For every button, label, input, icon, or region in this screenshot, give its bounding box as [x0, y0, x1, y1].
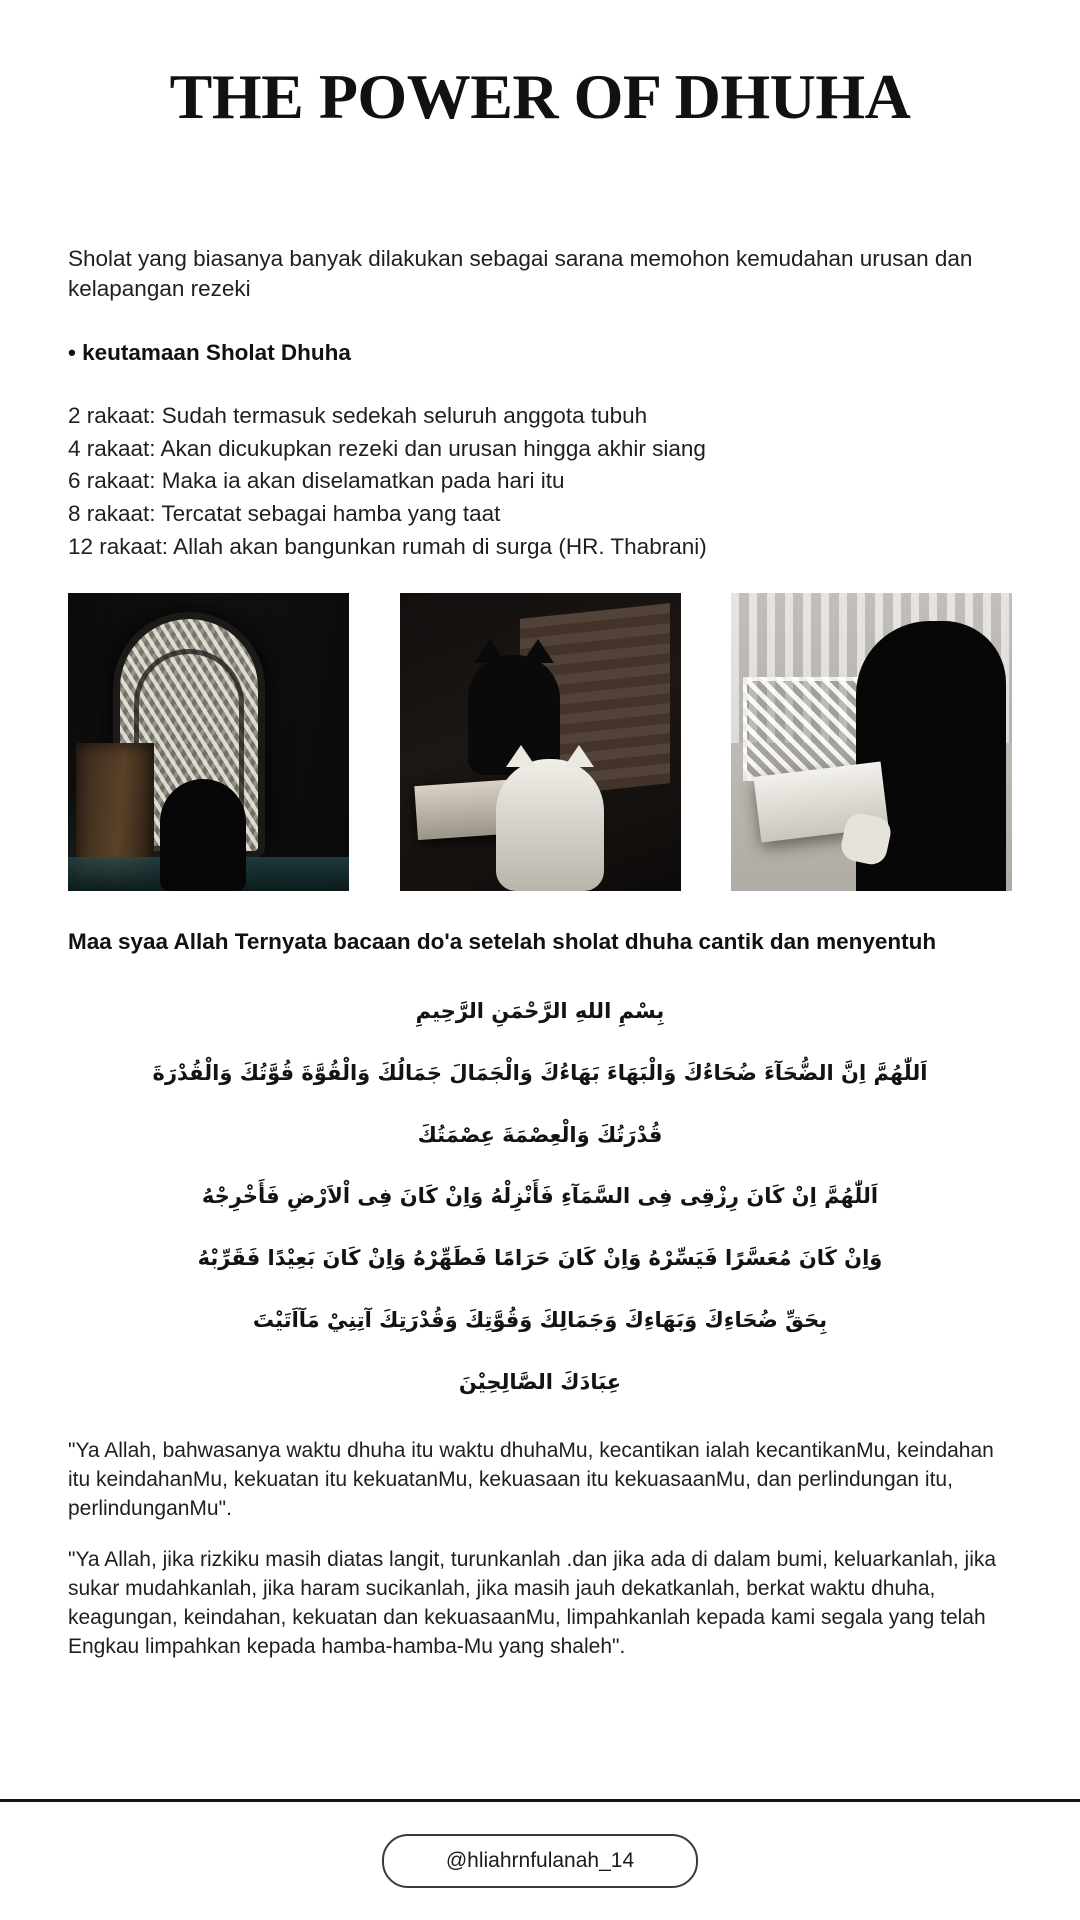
rakaat-list: [68, 400, 1012, 563]
translation-block: [68, 1437, 1012, 1662]
arabic-line: بِسْمِ اللهِ الرَّحْمَنِ الرَّحِيمِ: [415, 998, 665, 1023]
list-item: 6 rakaat: Maka ia akan diselamatkan pada hari itu: [68, 468, 565, 494]
arabic-line: اَللّٰهُمَّ اِنَّ الضُّحَآءَ ضُحَاءُكَ وَالْبَهَاءَ بَهَاءُكَ وَالْجَمَالَ جَمَالُكَ وَالْقُوَّةَ قُوَّتُكَ وَالْقُدْرَةَ: [152, 1060, 928, 1085]
translation-paragraph: "Ya Allah, jika rizkiku masih diatas langit, turunkanlah .dan jika ada di dalam bumi, keluarkanlah, jika sukar mudahkanlah, jika haram sucikanlah, jika masih jauh dekatkanlah, berkat waktu dhuha, keagungan, keindahan, kekuatan dan kekuasaanMu, limpahkanlah kepada kami segala yang telah Engkau limpahkan kepada hamba-hamba-Mu yang shaleh".: [68, 1547, 997, 1658]
doa-heading: Maa syaa Allah Ternyata bacaan do'a setelah sholat dhuha cantik dan menyentuh: [68, 929, 937, 955]
list-item: 2 rakaat: Sudah termasuk sedekah seluruh anggota tubuh: [68, 403, 648, 429]
list-item: 8 rakaat: Tercatat sebagai hamba yang taat: [68, 501, 501, 527]
arabic-dua-block: [68, 992, 1012, 1403]
account-handle-pill[interactable]: @hliahrnfulanah_14: [382, 1834, 698, 1888]
page-title: THE POWER OF DHUHA: [169, 61, 911, 132]
intro-paragraph: Sholat yang biasanya banyak dilakukan sebagai sarana memohon kemudahan urusan dan kelapangan rezeki: [68, 246, 973, 302]
photo-woman-reading-quran: [731, 593, 1012, 891]
seated-figure-silhouette: [160, 779, 246, 891]
footer-bar: [0, 1799, 1080, 1920]
section-heading-keutamaan: • keutamaan Sholat Dhuha: [68, 340, 351, 366]
white-cat-shape: [496, 759, 604, 891]
arabic-line: اَللّٰهُمَّ اِنْ كَانَ رِزْقِى فِى السَّمَآءِ فَأَنْزِلْهُ وَاِنْ كَانَ فِى اْلاَرْضِ فَأَخْرِجْهُ: [201, 1184, 879, 1209]
translation-paragraph: "Ya Allah, bahwasanya waktu dhuha itu waktu dhuhaMu, kecantikan ialah kecantikanMu, keindahan itu keindahanMu, kekuatan itu kekuatanMu, kekuasaan itu kekuasaanMu, dan perlindungan itu, perlindunganMu".: [68, 1438, 994, 1520]
main-content: [0, 132, 1080, 1683]
arabic-line: بِحَقِّ ضُحَاءِكَ وَبَهَاءِكَ وَجَمَالِكَ وَقُوَّتِكَ وَقُدْرَتِكَ آتِنِيْ مَآاَتَيْتَ: [252, 1308, 828, 1333]
photo-row: [68, 593, 1012, 891]
list-item: 4 rakaat: Akan dicukupkan rezeki dan urusan hingga akhir siang: [68, 435, 706, 461]
photo-mosque-window: [68, 593, 349, 891]
arabic-line: وَاِنْ كَانَ مُعَسَّرًا فَيَسِّرْهُ وَاِنْ كَانَ حَرَامًا فَطَهِّرْهُ وَاِنْ كَانَ بَعِيْدًا فَقَرِّبْهُ: [197, 1246, 883, 1271]
photo-cats-prayer-mat: [400, 593, 681, 891]
arabic-line: عِبَادَكَ الصَّالِحِيْنَ: [458, 1370, 622, 1395]
arabic-line: قُدْرَتُكَ وَالْعِصْمَةَ عِصْمَتُكَ: [417, 1122, 663, 1147]
list-item: 12 rakaat: Allah akan bangunkan rumah di surga (HR. Thabrani): [68, 533, 707, 559]
